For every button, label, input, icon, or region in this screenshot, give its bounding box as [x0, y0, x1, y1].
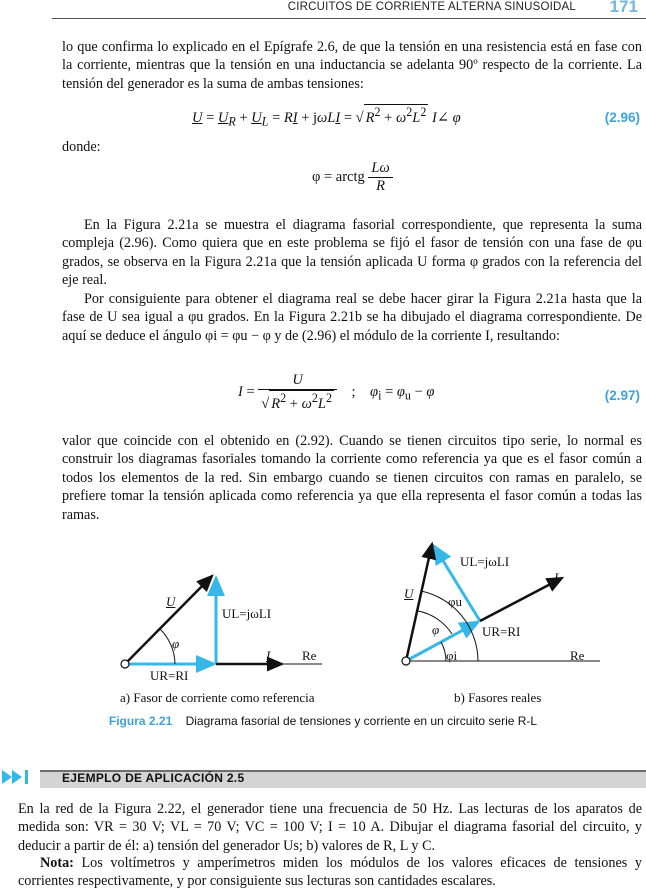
b-label-re: Re: [570, 648, 585, 663]
a-label-ul: UL=jωLI: [222, 606, 272, 621]
u-vector-a: [125, 576, 212, 664]
a-label-re: Re: [302, 648, 317, 663]
a-label-i: I: [266, 648, 271, 663]
paragraph-2: En la Figura 2.21a se muestra el diagrama fasorial correspondiente, que representa la suma compleja (2.96). Como quiera que en este problema se fijó el fasor de tensión con una fase de φu grados, se observa en la Figura 2.21a que la tensión aplicada U forma φ grados con la referencia del eje real.: [62, 217, 642, 289]
b-label-i: I: [554, 570, 559, 585]
b-label-u: U: [404, 586, 414, 601]
equation-number-2-96: (2.96): [604, 110, 640, 125]
equation-number-2-97: (2.97): [604, 388, 640, 403]
caption-text: Diagrama fasorial de tensiones y corriente en un circuito serie R-L: [185, 714, 538, 728]
example-note: Nota: Los voltímetros y amperímetros miden los módulos de los valores eficaces de tensiones y corrientes respectivamente, y por consiguiente sus lecturas son cantidades escalares.: [18, 855, 643, 890]
figure-caption: [0, 714, 646, 728]
b-label-phii: φi: [446, 648, 458, 663]
paragraph-4: valor que coincide con el obtenido en (2.92). Cuando se tienen circuitos tipo serie, lo normal es construir los diagramas fasoriales tomando la corriente como referencia ya que es el fasor común a todos los elementos de la red. Sin embargo cuando se tienen circuitos con ramas en paralelo, se prefiere tomar la tensión aplicada como referencia ya que ella representa el fasor común a todas las ramas.: [62, 433, 642, 523]
u-vector-b: [406, 544, 432, 661]
phi-numerator: Lω: [371, 160, 390, 176]
diagram-a: [121, 576, 322, 668]
b-label-ur: UR=RI: [482, 624, 521, 639]
phi-lhs: φ = arctg: [312, 168, 365, 185]
paragraph-1: lo que confirma lo explicado en el Epígrafe 2.6, de que la tensión en una resistencia está en fase con la corriente, mientras que la tensión en una inductancia se adelanta 90º respecto de la corriente. La tensión del generador es la suma de ambas tensiones:: [62, 39, 642, 92]
example-arrows-icon: [0, 767, 40, 787]
header-rule: [52, 18, 646, 19]
page-header: [0, 0, 646, 22]
subfigure-b-title: b) Fasores reales: [454, 690, 542, 705]
equation-2-96: $U = U_R + U_L$ = RI + jωLI = √ $R^2 + \omega^2L^2$ I∠ φ: [192, 105, 461, 129]
example-statement: En la red de la Figura 2.22, el generador tiene una frecuencia de 50 Hz. Las lecturas de los aparatos de medida son: VR = 30 V; VL = 70 V; VC = 100 V; I = 10 A. Dibujar el diagrama fasorial del circuito, y deducir a partir de él: a) tensión del generador Us; b) valores de R, L y C.: [18, 801, 642, 854]
b-label-phi: φ: [432, 622, 440, 637]
a-label-ur: UR=RI: [150, 668, 189, 683]
phi-denominator: R: [376, 178, 385, 194]
b-label-phiu: φu: [448, 594, 463, 609]
b-label-ul: UL=jωLI: [460, 554, 510, 569]
caption-number: Figura 2.21: [108, 714, 173, 728]
a-label-phi: φ: [172, 636, 180, 651]
example-title: EJEMPLO DE APLICACIÓN 2.5: [62, 771, 245, 785]
paragraph-3: Por consiguiente para obtener el diagrama real se debe hacer girar la Figura 2.21a hasta que la fase de U sea igual a φu grados. En la Figura 2.21b se ha dibujado el diagrama correspondiente. De aquí se deduce el ángulo φi = φu − φ y de (2.96) el módulo de la corriente I, resultando:: [62, 291, 642, 344]
ur-vector-b: [406, 622, 478, 661]
page-number: 171: [609, 0, 638, 16]
figure-2-21: [0, 530, 646, 710]
a-label-u: U: [166, 594, 176, 609]
subfigure-a-title: a) Fasor de corriente como referencia: [120, 690, 315, 705]
i-vector-b: [480, 578, 562, 621]
donde-label: donde:: [62, 139, 101, 155]
equation-phi: [312, 160, 393, 195]
equation-2-97: I = $\frac{U}{√ R^2 + \omega^2L^2}$ ; $\varphi_i = \varphi_u - \varphi$: [238, 372, 435, 412]
running-title: CIRCUITOS DE CORRIENTE ALTERNA SINUSOIDAL: [287, 1, 576, 13]
